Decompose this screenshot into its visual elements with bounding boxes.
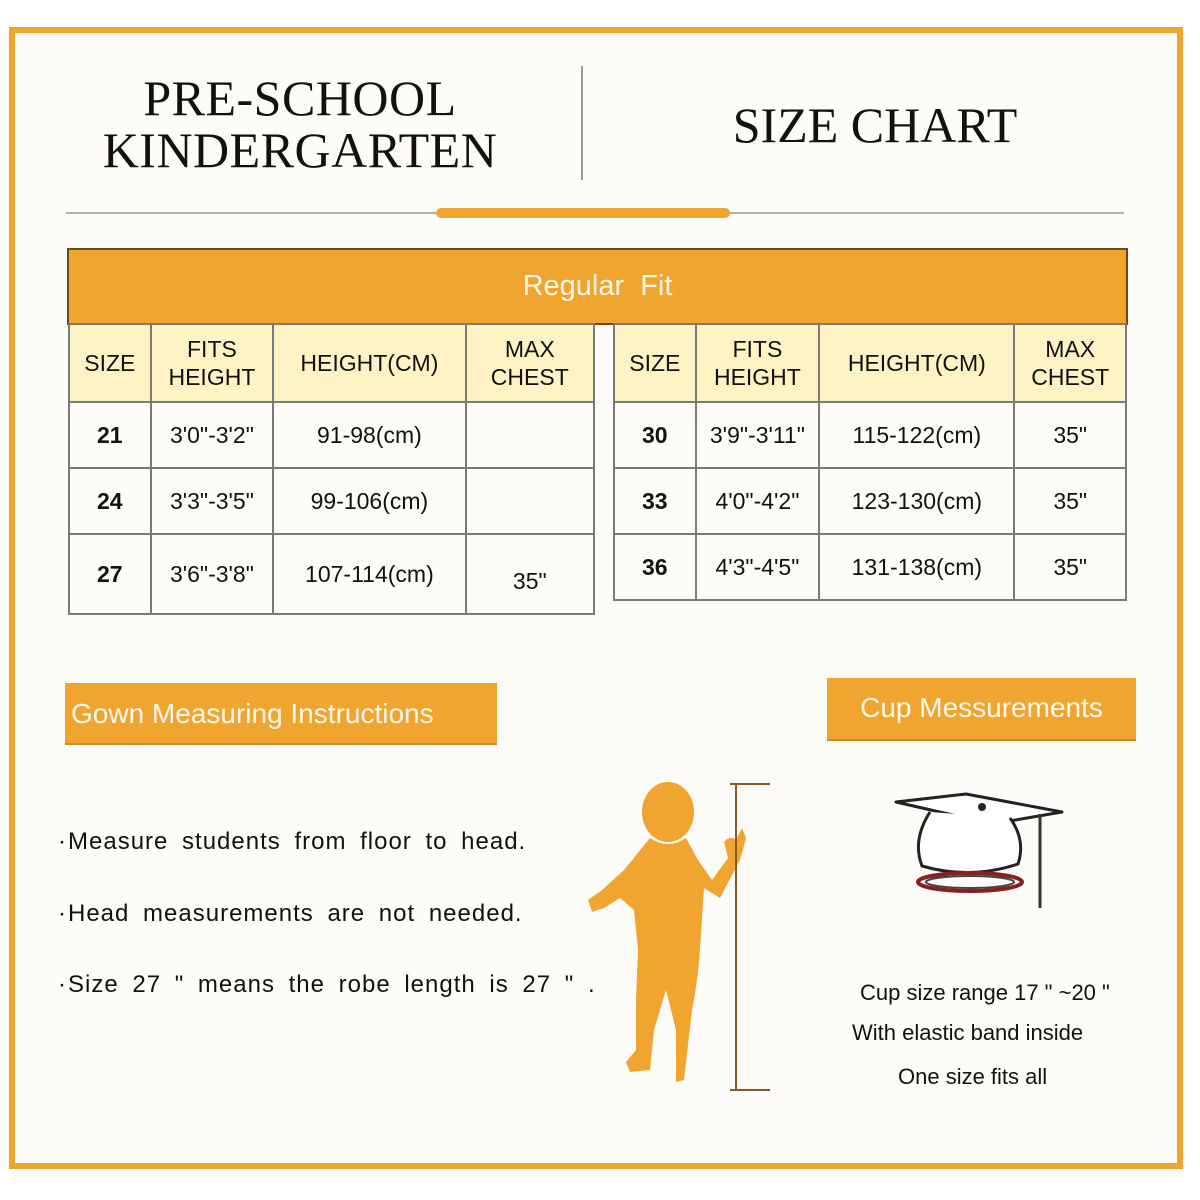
title-line-1: PRE-SCHOOL: [143, 70, 457, 126]
col-max-chest: [466, 324, 594, 402]
size-cell: 36: [614, 534, 696, 600]
col-fits-label-2: HEIGHT: [713, 364, 801, 390]
col-chest-label-2: CHEST: [1031, 364, 1110, 390]
col-size: SIZE: [614, 324, 696, 402]
bullet: ·: [58, 828, 67, 855]
table-row: [614, 402, 1126, 468]
title-divider: [581, 66, 583, 180]
table-row: [69, 402, 594, 468]
cup-size-range: Cup size range 17 " ~20 ": [860, 980, 1110, 1005]
title-right: SIZE CHART: [732, 97, 1018, 153]
instruction-text: Measure students from floor to head.: [68, 828, 527, 855]
col-max-chest: [1014, 324, 1126, 402]
col-fits-label-1: FITS: [187, 336, 237, 362]
chest-cell: 35": [1014, 534, 1126, 600]
chest-cell: 35": [466, 534, 594, 614]
col-fits-height: [151, 324, 274, 402]
size-cell: 33: [614, 468, 696, 534]
bullet: ·: [58, 900, 67, 927]
cm-cell: 123-130(cm): [819, 468, 1014, 534]
size-cell: 27: [69, 534, 151, 614]
col-chest-label-1: MAX: [504, 336, 555, 362]
cm-cell: 91-98(cm): [273, 402, 465, 468]
col-chest-label-1: MAX: [1045, 336, 1096, 362]
table-header-row: [69, 324, 594, 402]
fits-cell: 3'9"-3'11": [696, 402, 820, 468]
cup-elastic-note: With elastic band inside: [852, 1020, 1084, 1045]
col-fits-label-1: FITS: [732, 336, 783, 362]
fits-cell: 4'3"-4'5": [696, 534, 820, 600]
cm-cell: 99-106(cm): [273, 468, 465, 534]
col-fits-label-2: HEIGHT: [168, 364, 256, 390]
bullet: ·: [58, 971, 67, 998]
fits-cell: 3'0"-3'2": [151, 402, 274, 468]
table-row: [614, 468, 1126, 534]
table-header-row: [614, 324, 1126, 402]
size-table-left: [68, 323, 595, 615]
header-accent-bar: [436, 208, 730, 218]
child-silhouette-icon: [580, 780, 780, 1100]
size-table-right: [613, 323, 1127, 601]
fits-cell: 3'3"-3'5": [151, 468, 274, 534]
chest-cell: 35": [1014, 468, 1126, 534]
regular-fit-header: Regular Fit: [67, 248, 1128, 325]
size-cell: 24: [69, 468, 151, 534]
col-height-cm: HEIGHT(CM): [819, 324, 1014, 402]
table-row: [69, 534, 594, 614]
title-left: [90, 72, 510, 176]
fits-cell: 3'6"-3'8": [151, 534, 274, 614]
table-row: [614, 534, 1126, 600]
size-cell: 30: [614, 402, 696, 468]
chest-cell: [466, 468, 594, 534]
col-chest-label-2: CHEST: [490, 364, 569, 390]
fits-cell: 4'0"-4'2": [696, 468, 820, 534]
col-height-cm: HEIGHT(CM): [273, 324, 465, 402]
instruction-line: [58, 900, 523, 928]
chest-cell: 35": [1014, 402, 1126, 468]
instruction-text: Head measurements are not needed.: [68, 900, 523, 927]
col-fits-height: [696, 324, 820, 402]
cm-cell: 107-114(cm): [273, 534, 465, 614]
cm-cell: 131-138(cm): [819, 534, 1014, 600]
title-line-2: KINDERGARTEN: [102, 122, 498, 178]
table-row: [69, 468, 594, 534]
instruction-text: Size 27 " means the robe length is 27 " .: [68, 971, 596, 998]
col-size: SIZE: [69, 324, 151, 402]
chest-cell: [466, 402, 594, 468]
cm-cell: 115-122(cm): [819, 402, 1014, 468]
instruction-line: [58, 828, 526, 856]
cup-measurements-heading: Cup Messurements: [827, 678, 1136, 741]
graduation-cap-icon: [890, 790, 1070, 920]
instruction-line: [58, 971, 596, 999]
cup-one-size-note: One size fits all: [898, 1064, 1048, 1089]
gown-instructions-heading: Gown Measuring Instructions: [65, 683, 497, 745]
size-cell: 21: [69, 402, 151, 468]
